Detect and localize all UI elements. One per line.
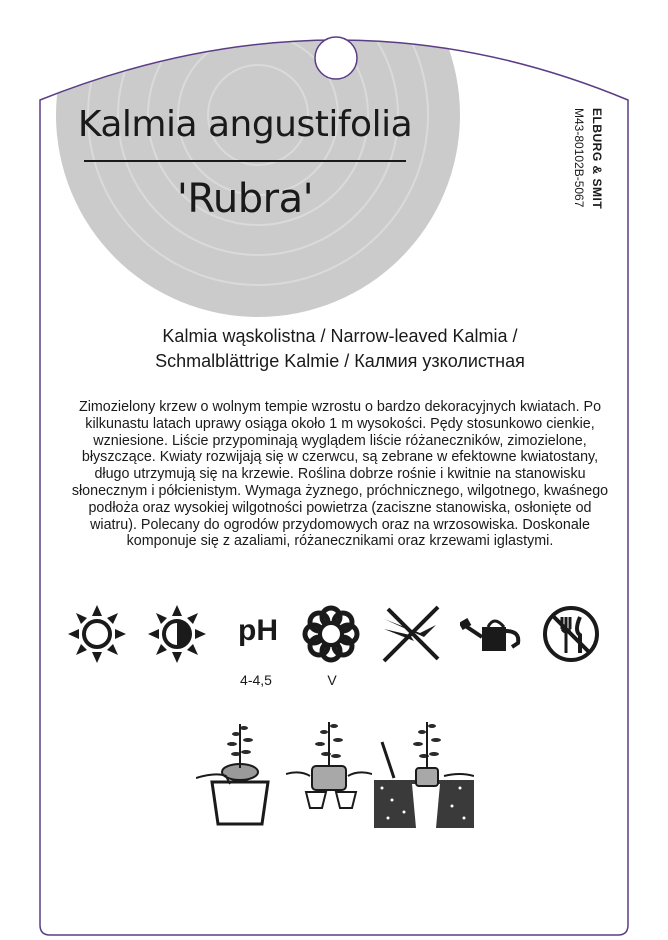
product-code: M43-80102B-5067 [572,108,586,208]
common-names-line2: Schmalblättrige Kalmie / Калмия узколистная [155,351,525,371]
flower-icon [300,603,362,665]
common-names [60,324,620,374]
description: Zimozielony krzew o wolnym tempie wzrostu o bardzo dekoracyjnych kwiatach. Po kilkunastu latach uprawy osiąga około 1 m wysokości. Pędy stosunkowo cienkie, wzniesione. Liście przypominają wyglądem liście różaneczników, zimozielone, błyszczące. Kwiaty rozwijają się w czerwcu, są zebrane w efektowne kwiatostany, długo utrzymują się na krzewie. Roślina dobrze rośnie i kwitnie na stanowisku słonecznym i półcienistym. Wymaga żyznego, próchnicznego, wilgotnego, kwaśnego podłoża oraz wysokiej wilgotności powietrza (zaciszne stanowiska, osłonięte od wiatru). Polecany do ogrodów przydomowych oraz na wrzosowiska. Doskonale komponuje się z azaliami, różanecznikami oraz krzewami iglastymi. [71,399,609,550]
hang-hole [315,37,357,79]
ph-value: 4-4,5 [240,672,272,688]
cultivar-name: 'Rubra' [176,176,314,222]
common-names-line1: Kalmia wąskolistna / Narrow-leaved Kalmia / [162,326,518,346]
no-pruning-icon [380,603,442,665]
latin-name: Kalmia angustifolia [77,104,413,145]
ph-icon: pH [238,614,278,647]
plant-in-ground-icon [374,714,474,828]
title-rule [84,160,406,162]
flowering-month: V [327,672,337,688]
header-circle [56,0,460,317]
half-sun-icon [146,603,208,665]
sun-icon [66,603,128,665]
brand-name: ELBURG & SMIT [590,108,604,210]
brand-block [574,108,610,238]
not-edible-icon [540,603,602,665]
watering-can-icon [460,603,522,665]
plant-in-pot-icon [196,714,280,828]
remove-pot-icon [286,714,372,828]
